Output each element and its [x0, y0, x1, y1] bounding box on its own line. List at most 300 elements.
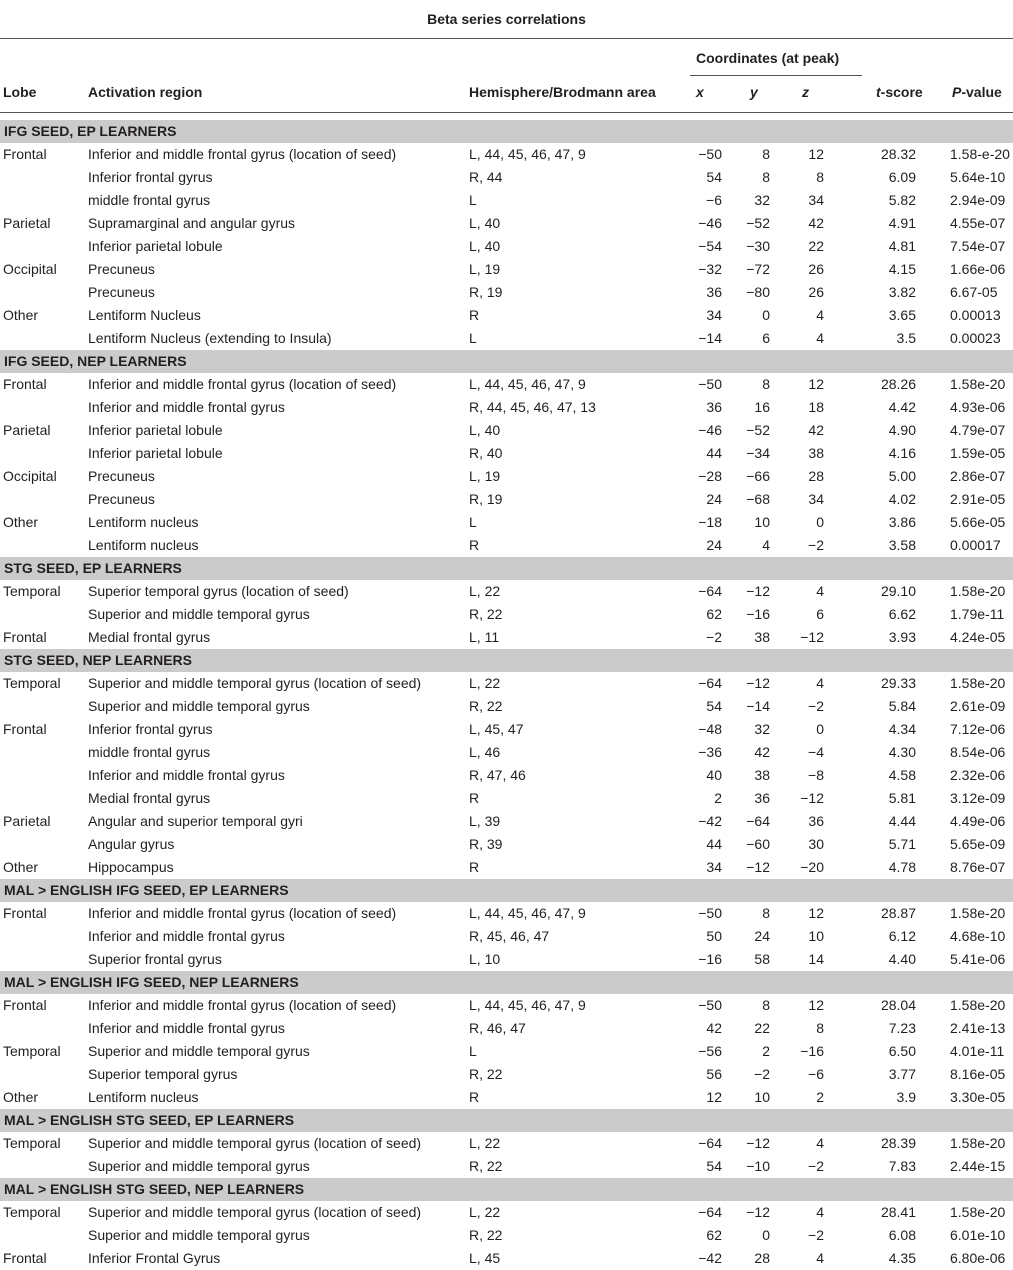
table-row	[0, 235, 1013, 258]
coordinates-rule	[690, 75, 862, 76]
t-score-cell: 5.00	[888, 468, 916, 484]
lobe-cell: Temporal	[3, 1135, 61, 1151]
y-cell: 4	[762, 537, 770, 553]
t-score-cell: 5.81	[888, 790, 916, 806]
hemisphere-cell: L	[469, 330, 477, 346]
table-row	[0, 465, 1013, 488]
p-value-cell: 2.91e-05	[950, 491, 1006, 507]
p-value-cell: 8.76e-07	[950, 859, 1006, 875]
table-row	[0, 281, 1013, 304]
z-cell: 0	[816, 721, 824, 737]
x-cell: 36	[706, 284, 722, 300]
y-cell: −52	[746, 215, 770, 231]
p-value-cell: 4.55e-07	[950, 215, 1006, 231]
hemisphere-cell: L, 19	[469, 261, 501, 277]
z-cell: 34	[808, 192, 824, 208]
p-value-cell: 6.80e-06	[950, 1250, 1006, 1266]
table-header	[0, 38, 1013, 113]
x-cell: 54	[706, 1158, 722, 1174]
table-row	[0, 856, 1013, 879]
z-cell: −12	[800, 790, 824, 806]
hemisphere-cell: R, 47, 46	[469, 767, 526, 783]
z-cell: 4	[816, 1204, 824, 1220]
p-value-cell: 7.12e-06	[950, 721, 1006, 737]
table-row	[0, 1224, 1013, 1247]
y-cell: 6	[762, 330, 770, 346]
p-value-cell: 1.79e-11	[950, 606, 1005, 622]
region-cell: Precuneus	[88, 468, 155, 484]
table-row	[0, 143, 1013, 166]
hemisphere-cell: R, 39	[469, 836, 503, 852]
y-cell: −12	[746, 675, 770, 691]
y-cell: −30	[746, 238, 770, 254]
hemisphere-cell: L, 46	[469, 744, 501, 760]
t-score-cell: 4.78	[888, 859, 916, 875]
region-cell: Inferior and middle frontal gyrus (location of seed)	[88, 997, 397, 1013]
table-row	[0, 1017, 1013, 1040]
table-row	[0, 442, 1013, 465]
p-value-cell: 2.61e-09	[950, 698, 1006, 714]
p-value-cell: 3.30e-05	[950, 1089, 1006, 1105]
x-cell: −46	[698, 422, 722, 438]
lobe-cell: Temporal	[3, 583, 61, 599]
region-cell: middle frontal gyrus	[88, 192, 211, 208]
table-row	[0, 1132, 1013, 1155]
z-cell: −6	[808, 1066, 824, 1082]
t-score-cell: 28.26	[880, 376, 916, 392]
table-row	[0, 580, 1013, 603]
z-cell: 4	[816, 675, 824, 691]
y-cell: 38	[754, 629, 770, 645]
z-cell: 4	[816, 1250, 824, 1266]
table-row	[0, 787, 1013, 810]
x-cell: −64	[698, 583, 722, 599]
t-score-cell: 3.58	[888, 537, 916, 553]
x-cell: 54	[706, 169, 722, 185]
region-cell: Angular gyrus	[88, 836, 175, 852]
x-cell: −18	[698, 514, 722, 530]
table-row	[0, 304, 1013, 327]
y-cell: 8	[762, 376, 770, 392]
y-cell: 10	[754, 514, 770, 530]
y-cell: 32	[754, 192, 770, 208]
p-value-cell: 0.00023	[950, 330, 1001, 346]
region-cell: Superior and middle temporal gyrus	[88, 1043, 310, 1059]
t-score-cell: 3.86	[888, 514, 916, 530]
table-row	[0, 511, 1013, 534]
t-score-cell: 4.42	[888, 399, 916, 415]
y-cell: −68	[746, 491, 770, 507]
y-cell: −10	[746, 1158, 770, 1174]
p-value-cell: 7.54e-07	[950, 238, 1006, 254]
t-score-cell: 29.33	[880, 675, 916, 691]
section-title: STG SEED, EP LEARNERS	[4, 560, 182, 576]
z-cell: 30	[808, 836, 824, 852]
z-cell: 26	[808, 261, 824, 277]
table-row	[0, 166, 1013, 189]
p-value-cell: 8.16e-05	[950, 1066, 1006, 1082]
p-value-cell: 2.94e-09	[950, 192, 1006, 208]
header-lobe: Lobe	[3, 84, 37, 100]
y-cell: −66	[746, 468, 770, 484]
header-z: z	[802, 84, 809, 100]
t-score-cell: 4.30	[888, 744, 916, 760]
lobe-cell: Other	[3, 514, 39, 530]
hemisphere-cell: R, 22	[469, 1066, 503, 1082]
lobe-cell: Parietal	[3, 215, 51, 231]
hemisphere-cell: R, 22	[469, 606, 503, 622]
y-cell: −72	[746, 261, 770, 277]
region-cell: Inferior frontal gyrus	[88, 169, 213, 185]
z-cell: −2	[808, 1158, 824, 1174]
x-cell: 62	[706, 1227, 722, 1243]
x-cell: 44	[706, 445, 722, 461]
p-value-cell: 2.44e-15	[950, 1158, 1006, 1174]
hemisphere-cell: R	[469, 859, 480, 875]
y-cell: −2	[754, 1066, 770, 1082]
region-cell: Inferior and middle frontal gyrus (location of seed)	[88, 905, 397, 921]
table-row	[0, 603, 1013, 626]
table-row	[0, 695, 1013, 718]
hemisphere-cell: R, 46, 47	[469, 1020, 526, 1036]
region-cell: Inferior and middle frontal gyrus (location of seed)	[88, 146, 397, 162]
y-cell: 0	[762, 307, 770, 323]
lobe-cell: Frontal	[3, 629, 47, 645]
z-cell: 34	[808, 491, 824, 507]
region-cell: Superior frontal gyrus	[88, 951, 222, 967]
x-cell: 2	[714, 790, 722, 806]
section-title: MAL > ENGLISH STG SEED, EP LEARNERS	[4, 1112, 295, 1128]
x-cell: −42	[698, 813, 722, 829]
table-row	[0, 1086, 1013, 1109]
x-cell: −42	[698, 1250, 722, 1266]
table-row	[0, 212, 1013, 235]
y-cell: −80	[746, 284, 770, 300]
x-cell: −56	[698, 1043, 722, 1059]
x-cell: −64	[698, 1135, 722, 1151]
x-cell: 44	[706, 836, 722, 852]
z-cell: −20	[800, 859, 824, 875]
header-t-score: t-score	[876, 84, 923, 100]
y-cell: 32	[754, 721, 770, 737]
x-cell: 50	[706, 928, 722, 944]
table-row	[0, 327, 1013, 350]
x-cell: −6	[706, 192, 722, 208]
region-cell: Superior and middle temporal gyrus (location of seed)	[88, 1135, 422, 1151]
p-value-cell: 4.01e-11	[950, 1043, 1005, 1059]
y-cell: −60	[746, 836, 770, 852]
lobe-cell: Frontal	[3, 905, 47, 921]
hemisphere-cell: L, 22	[469, 675, 501, 691]
t-score-cell: 6.50	[888, 1043, 916, 1059]
y-cell: 10	[754, 1089, 770, 1105]
region-cell: Inferior and middle frontal gyrus	[88, 767, 285, 783]
section-title: MAL > ENGLISH IFG SEED, NEP LEARNERS	[4, 974, 299, 990]
section-header-row	[0, 350, 1013, 373]
region-cell: Superior and middle temporal gyrus	[88, 1158, 310, 1174]
t-score-cell: 4.15	[888, 261, 916, 277]
x-cell: −28	[698, 468, 722, 484]
region-cell: Inferior and middle frontal gyrus	[88, 399, 285, 415]
y-cell: 36	[754, 790, 770, 806]
x-cell: −64	[698, 675, 722, 691]
table-row	[0, 833, 1013, 856]
z-cell: 4	[816, 307, 824, 323]
t-score-cell: 5.84	[888, 698, 916, 714]
t-score-cell: 4.90	[888, 422, 916, 438]
p-value-cell: 5.41e-06	[950, 951, 1006, 967]
y-cell: 8	[762, 905, 770, 921]
p-value-cell: 1.66e-06	[950, 261, 1006, 277]
p-value-cell: 4.24e-05	[950, 629, 1006, 645]
table-title: Beta series correlations	[0, 0, 1013, 39]
t-score-cell: 4.34	[888, 721, 916, 737]
p-value-cell: 0.00013	[950, 307, 1001, 323]
table-row	[0, 718, 1013, 741]
y-cell: 28	[754, 1250, 770, 1266]
hemisphere-cell: L, 40	[469, 422, 501, 438]
hemisphere-cell: L, 44, 45, 46, 47, 9	[469, 997, 586, 1013]
z-cell: 12	[808, 905, 824, 921]
p-value-cell: 1.58e-20	[950, 1135, 1006, 1151]
t-score-cell: 6.08	[888, 1227, 916, 1243]
t-score-cell: 3.82	[888, 284, 916, 300]
lobe-cell: Frontal	[3, 146, 47, 162]
t-score-cell: 6.09	[888, 169, 916, 185]
section-title: MAL > ENGLISH IFG SEED, EP LEARNERS	[4, 882, 289, 898]
hemisphere-cell: R	[469, 537, 480, 553]
z-cell: −8	[808, 767, 824, 783]
t-score-cell: 3.93	[888, 629, 916, 645]
p-value-cell: 2.41e-13	[950, 1020, 1006, 1036]
y-cell: 8	[762, 169, 770, 185]
t-score-cell: 28.04	[880, 997, 916, 1013]
section-header-row	[0, 120, 1013, 143]
z-cell: 4	[816, 1135, 824, 1151]
p-value-cell: 5.66e-05	[950, 514, 1006, 530]
hemisphere-cell: L, 11	[469, 629, 500, 645]
section-title: IFG SEED, NEP LEARNERS	[4, 353, 187, 369]
hemisphere-cell: L, 45	[469, 1250, 501, 1266]
header-y: y	[750, 84, 758, 100]
header-x: x	[696, 84, 704, 100]
hemisphere-cell: R, 22	[469, 698, 503, 714]
t-score-cell: 29.10	[880, 583, 916, 599]
t-score-cell: 28.39	[880, 1135, 916, 1151]
t-score-cell: 6.62	[888, 606, 916, 622]
section-title: IFG SEED, EP LEARNERS	[4, 123, 177, 139]
table-row	[0, 902, 1013, 925]
lobe-cell: Other	[3, 307, 39, 323]
t-score-cell: 6.12	[888, 928, 916, 944]
t-score-cell: 4.16	[888, 445, 916, 461]
z-cell: 6	[816, 606, 824, 622]
table-row	[0, 1201, 1013, 1224]
t-score-cell: 4.40	[888, 951, 916, 967]
t-score-cell: 3.9	[896, 1089, 916, 1105]
p-value-cell: 1.59e-05	[950, 445, 1006, 461]
region-cell: Precuneus	[88, 261, 155, 277]
p-value-cell: 4.79e-07	[950, 422, 1006, 438]
table-row	[0, 626, 1013, 649]
t-score-cell: 3.65	[888, 307, 916, 323]
section-header-row	[0, 1109, 1013, 1132]
table-row	[0, 1063, 1013, 1086]
region-cell: Inferior and middle frontal gyrus (location of seed)	[88, 376, 397, 392]
table-row	[0, 1247, 1013, 1270]
lobe-cell: Frontal	[3, 1250, 47, 1266]
z-cell: −16	[800, 1043, 824, 1059]
table-row	[0, 741, 1013, 764]
z-cell: 0	[816, 514, 824, 530]
lobe-cell: Frontal	[3, 721, 47, 737]
hemisphere-cell: R, 45, 46, 47	[469, 928, 550, 944]
z-cell: 36	[808, 813, 824, 829]
lobe-cell: Other	[3, 1089, 39, 1105]
hemisphere-cell: R, 22	[469, 1158, 503, 1174]
hemisphere-cell: L	[469, 514, 477, 530]
region-cell: Superior and middle temporal gyrus	[88, 606, 310, 622]
x-cell: 54	[706, 698, 722, 714]
z-cell: 14	[808, 951, 824, 967]
region-cell: Angular and superior temporal gyri	[88, 813, 303, 829]
lobe-cell: Parietal	[3, 422, 51, 438]
x-cell: 42	[706, 1020, 722, 1036]
table-row	[0, 419, 1013, 442]
x-cell: −16	[698, 951, 722, 967]
region-cell: Inferior and middle frontal gyrus	[88, 928, 285, 944]
y-cell: 58	[754, 951, 770, 967]
table-row	[0, 810, 1013, 833]
region-cell: Superior and middle temporal gyrus (location of seed)	[88, 675, 422, 691]
hemisphere-cell: R	[469, 1089, 480, 1105]
t-score-cell: 4.44	[888, 813, 916, 829]
x-cell: −2	[706, 629, 722, 645]
table-body	[0, 120, 1013, 1270]
z-cell: 42	[808, 215, 824, 231]
hemisphere-cell: R	[469, 307, 480, 323]
region-cell: Superior temporal gyrus (location of seed)	[88, 583, 349, 599]
region-cell: Inferior parietal lobule	[88, 422, 223, 438]
hemisphere-cell: R, 22	[469, 1227, 503, 1243]
z-cell: −12	[800, 629, 824, 645]
y-cell: 38	[754, 767, 770, 783]
x-cell: −50	[698, 146, 722, 162]
hemisphere-cell: L, 22	[469, 583, 501, 599]
section-header-row	[0, 1178, 1013, 1201]
x-cell: −36	[698, 744, 722, 760]
x-cell: 24	[706, 491, 722, 507]
t-score-cell: 4.91	[888, 215, 916, 231]
y-cell: 22	[754, 1020, 770, 1036]
x-cell: −48	[698, 721, 722, 737]
region-cell: Lentiform nucleus	[88, 1089, 199, 1105]
region-cell: middle frontal gyrus	[88, 744, 211, 760]
z-cell: 4	[816, 330, 824, 346]
hemisphere-cell: R, 19	[469, 284, 503, 300]
hemisphere-cell: L, 10	[469, 951, 501, 967]
p-value-cell: 5.65e-09	[950, 836, 1006, 852]
t-score-cell: 4.81	[888, 238, 916, 254]
lobe-cell: Occipital	[3, 468, 57, 484]
y-cell: −12	[746, 1204, 770, 1220]
z-cell: 38	[808, 445, 824, 461]
t-score-cell: 7.83	[888, 1158, 916, 1174]
hemisphere-cell: L, 44, 45, 46, 47, 9	[469, 376, 586, 392]
table-row	[0, 672, 1013, 695]
t-score-cell: 28.32	[880, 146, 916, 162]
header-region: Activation region	[88, 84, 203, 100]
p-value-cell: 5.64e-10	[950, 169, 1006, 185]
region-cell: Lentiform nucleus	[88, 514, 199, 530]
hemisphere-cell: L, 22	[469, 1135, 501, 1151]
hemisphere-cell: L, 44, 45, 46, 47, 9	[469, 905, 586, 921]
p-value-cell: 4.93e-06	[950, 399, 1006, 415]
region-cell: Supramarginal and angular gyrus	[88, 215, 296, 231]
x-cell: 36	[706, 399, 722, 415]
hemisphere-cell: R	[469, 790, 480, 806]
x-cell: 34	[706, 859, 722, 875]
region-cell: Inferior parietal lobule	[88, 238, 223, 254]
y-cell: −14	[746, 698, 770, 714]
lobe-cell: Parietal	[3, 813, 51, 829]
z-cell: −4	[808, 744, 824, 760]
region-cell: Superior and middle temporal gyrus	[88, 1227, 310, 1243]
z-cell: −2	[808, 698, 824, 714]
z-cell: 22	[808, 238, 824, 254]
z-cell: −2	[808, 1227, 824, 1243]
region-cell: Inferior frontal gyrus	[88, 721, 213, 737]
p-value-cell: 1.58e-20	[950, 1204, 1006, 1220]
region-cell: Superior and middle temporal gyrus	[88, 698, 310, 714]
t-score-cell: 5.82	[888, 192, 916, 208]
table-row	[0, 189, 1013, 212]
table-row	[0, 396, 1013, 419]
z-cell: 12	[808, 146, 824, 162]
p-value-cell: 1.58e-20	[950, 675, 1006, 691]
p-value-cell: 4.68e-10	[950, 928, 1006, 944]
x-cell: 34	[706, 307, 722, 323]
y-cell: 0	[762, 1227, 770, 1243]
z-cell: −2	[808, 537, 824, 553]
z-cell: 18	[808, 399, 824, 415]
z-cell: 42	[808, 422, 824, 438]
hemisphere-cell: L, 39	[469, 813, 501, 829]
p-value-cell: 1.58e-20	[950, 376, 1006, 392]
hemisphere-cell: R, 40	[469, 445, 503, 461]
section-header-row	[0, 557, 1013, 580]
region-cell: Inferior parietal lobule	[88, 445, 223, 461]
p-value-cell: 6.67-05	[950, 284, 998, 300]
t-score-cell: 3.77	[888, 1066, 916, 1082]
p-value-cell: 1.58e-20	[950, 997, 1006, 1013]
region-cell: Inferior Frontal Gyrus	[88, 1250, 221, 1266]
hemisphere-cell: L, 22	[469, 1204, 501, 1220]
t-score-cell: 7.23	[888, 1020, 916, 1036]
p-value-cell: 1.58e-20	[950, 905, 1006, 921]
p-value-cell: 1.58e-20	[950, 583, 1006, 599]
lobe-cell: Occipital	[3, 261, 57, 277]
table-row	[0, 764, 1013, 787]
t-score-cell: 4.02	[888, 491, 916, 507]
y-cell: −16	[746, 606, 770, 622]
p-value-cell: 8.54e-06	[950, 744, 1006, 760]
region-cell: Lentiform Nucleus	[88, 307, 201, 323]
t-score-cell: 4.58	[888, 767, 916, 783]
t-score-cell: 5.71	[888, 836, 916, 852]
table-row	[0, 948, 1013, 971]
hemisphere-cell: R, 19	[469, 491, 503, 507]
